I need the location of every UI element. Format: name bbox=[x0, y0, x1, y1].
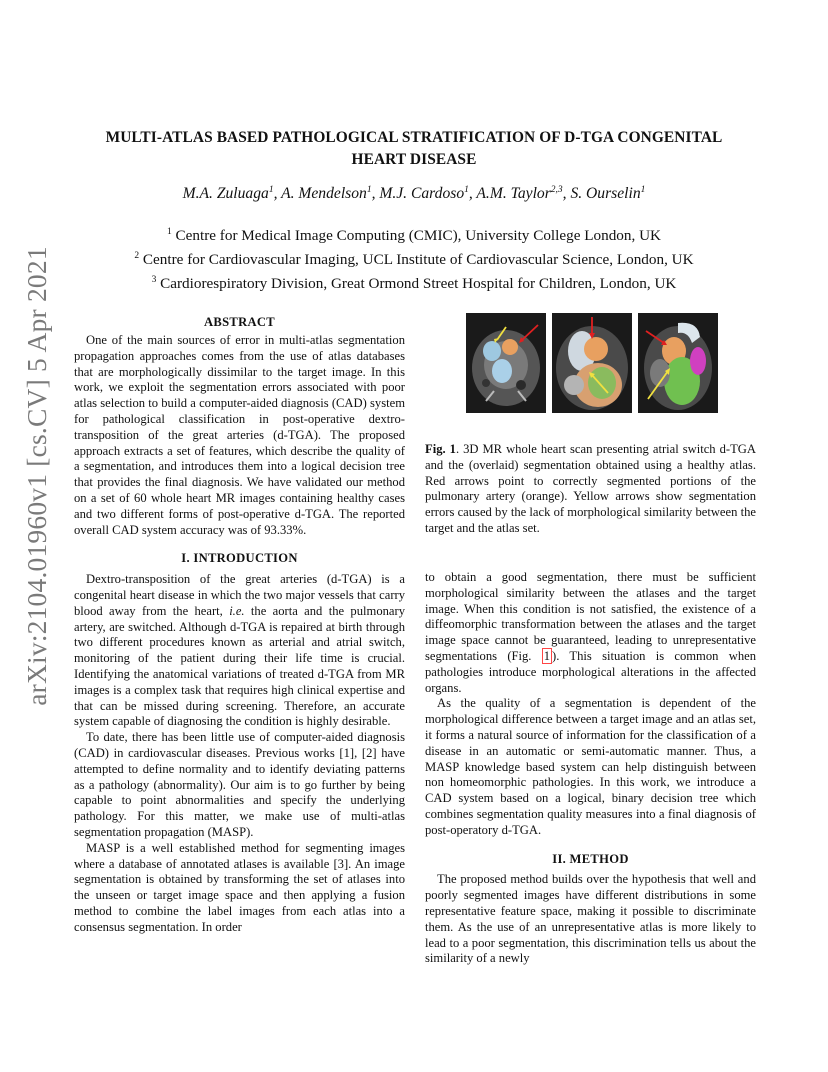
right-paragraph-1 bbox=[425, 570, 756, 696]
figure-1-label: Fig. 1 bbox=[425, 442, 456, 456]
affiliation-3-num: 3 bbox=[151, 275, 157, 286]
mr-panel-2 bbox=[552, 313, 632, 413]
figure-1-mr-images bbox=[466, 313, 718, 413]
method-heading: II. METHOD bbox=[552, 851, 629, 866]
figure-1-reference-link[interactable]: 1 bbox=[543, 648, 551, 663]
author-4-sup: 2,3 bbox=[550, 185, 563, 195]
arxiv-id-text: arXiv:2104.01960v1 [cs.CV] 5 Apr 2021 bbox=[21, 246, 52, 706]
author-3-sup: 1 bbox=[464, 185, 469, 195]
author-2: A. Mendelson bbox=[281, 185, 367, 203]
paper-title bbox=[70, 127, 758, 171]
right-column bbox=[425, 570, 756, 967]
mr-panel-3 bbox=[638, 313, 718, 413]
figure-1-caption bbox=[425, 442, 756, 537]
left-column bbox=[74, 333, 405, 935]
figure-1-caption-text: . 3D MR whole heart scan presenting atrial switch d-TGA and the (overlaid) segmentation obtained using a healthy atlas. Red arrows point to correctly segmented portions of the pulmonary artery (orange). Yellow arrows show segmentation errors caused by the lack of morphological similarity between the target and the atlas set. bbox=[425, 442, 756, 535]
intro-paragraph-2: To date, there has been little use of computer-aided diagnosis (CAD) in cardiovascular diseases. Previous works [1], [2] have attempted to define normality and to identify deviating patterns as a pathology (abnormality). Our aim is to go further by being capable to point abnormalities and specify the underlying pathology. For this matter, we make use of multi-atlas segmentation propagation (MASP). bbox=[74, 730, 405, 839]
author-list: M.A. Zuluaga$^1$, A. Mendelson$^1$, M.J. Cardoso$^1$, A.M. Taylor$^{2,3}$, S. Ourselin$^1$ bbox=[182, 185, 646, 203]
affiliation-3-text: Cardiorespiratory Division, Great Ormond Street Hospital for Children, London, UK bbox=[160, 275, 677, 293]
author-4: A.M. Taylor bbox=[476, 185, 551, 203]
arxiv-identifier-stamp bbox=[0, 0, 60, 1072]
mr-panel-1 bbox=[466, 313, 546, 413]
title-line-2: HEART DISEASE bbox=[351, 151, 477, 168]
abstract-heading: ABSTRACT bbox=[204, 315, 275, 329]
intro-p1-part-a: Dextro-transposition of the great arteries (d-TGA) is a congenital heart disease in which the two major vessels that carry blood away from the heart, bbox=[74, 572, 405, 618]
intro-p1-ie: i.e. bbox=[229, 603, 245, 618]
right-p1-part-b: ). This situation is common when pathologies introduce morphological alterations in the affected organs. bbox=[425, 648, 756, 695]
abstract-text: One of the main sources of error in multi-atlas segmentation propagation approaches comes from the use of atlas databases that are morphologically dissimilar to the target image. In this work, we exploit the segmentation errors associated with poor atlas selection to build a computer-aided diagnosis (CAD) system for pathological classification in post-operative dextro-transposition of the great arteries (d-TGA). The proposed approach extracts a set of features, which describe the quality of a segmentation, and introduces them into a logical decision tree that provides the final diagnosis. We have validated our method on a set of 60 whole heart MR images containing healthy cases and two different forms of post-operative d-TGA. The reported overall CAD system accuracy was of 93.33%. bbox=[74, 333, 405, 537]
author-1-sup: 1 bbox=[268, 185, 274, 195]
affiliation-2 bbox=[70, 246, 758, 270]
title-line-1: MULTI-ATLAS BASED PATHOLOGICAL STRATIFICATION OF D-TGA CONGENITAL bbox=[105, 129, 723, 146]
author-1: M.A. Zuluaga bbox=[182, 185, 269, 203]
affiliation-1 bbox=[70, 222, 758, 246]
introduction-heading: I. INTRODUCTION bbox=[181, 551, 298, 566]
author-5: S. Ourselin bbox=[570, 185, 641, 203]
intro-paragraph-3: MASP is a well established method for segmenting images where a database of annotated atlases is available [3]. An image segmentation is obtained by transforming the set of atlases into the unseen or target image space and then applying a fusion method to combine the label images from each atlas into a consensus segmentation. In order bbox=[74, 840, 405, 934]
affiliation-1-num: 1 bbox=[166, 227, 172, 237]
author-5-sup: 1 bbox=[640, 185, 646, 195]
affiliation-3 bbox=[70, 270, 758, 294]
affiliation-list bbox=[70, 222, 758, 294]
method-paragraph-1: The proposed method builds over the hypothesis that well and poorly segmented images have different distributions in some representative feature space, making it possible to discriminate them. As the use of an unrepresentative atlas is more likely to lead to a poor segmentation, this discrimination tells us about the similarity of a newly bbox=[425, 872, 756, 966]
author-2-sup: 1 bbox=[366, 185, 372, 195]
right-paragraph-2: As the quality of a segmentation is dependent of the morphological difference between a target image and an atlas set, it forms a natural source of information for the classification of a disease in an automatic or semi-automatic manner. Thus, a MASP knowledge based system can help distinguish between non homeomorphic pathologies. In this work, we introduce a CAD system based on a logical, binary decision tree which combines segmentation quality measures into a final diagnosis of post-operatory d-TGA. bbox=[425, 696, 756, 837]
intro-p1-part-b: the aorta and the pulmonary artery, are switched. Although d-TGA is repaired at birth through two different procedures known as arterial and atrial switch, monitoring of the patient during their life time is crucial. Identifying the anatomical variations of treated d-TGA from MR images is a complex task that requires high clinical expertise and that can be missed during screening. Therefore, an accurate system capable of diagnosing the condition is highly desirable. bbox=[74, 603, 405, 729]
affiliation-1-text: Centre for Medical Image Computing (CMIC), University College London, UK bbox=[175, 227, 662, 245]
author-3: M.J. Cardoso bbox=[379, 185, 465, 203]
intro-paragraph-1 bbox=[74, 572, 405, 730]
right-p1-part-a: to obtain a good segmentation, there must be sufficient morphological similarity between the atlases and the target image. When this condition is not satisfied, the existence of a diffeomorphic transformation between the atlases and the target image space cannot be guaranteed, leading to unrepresentative segmentations (Fig. bbox=[425, 570, 756, 663]
affiliation-2-num: 2 bbox=[134, 251, 140, 262]
affiliation-2-text: Centre for Cardiovascular Imaging, UCL Institute of Cardiovascular Science, London, UK bbox=[142, 251, 694, 269]
